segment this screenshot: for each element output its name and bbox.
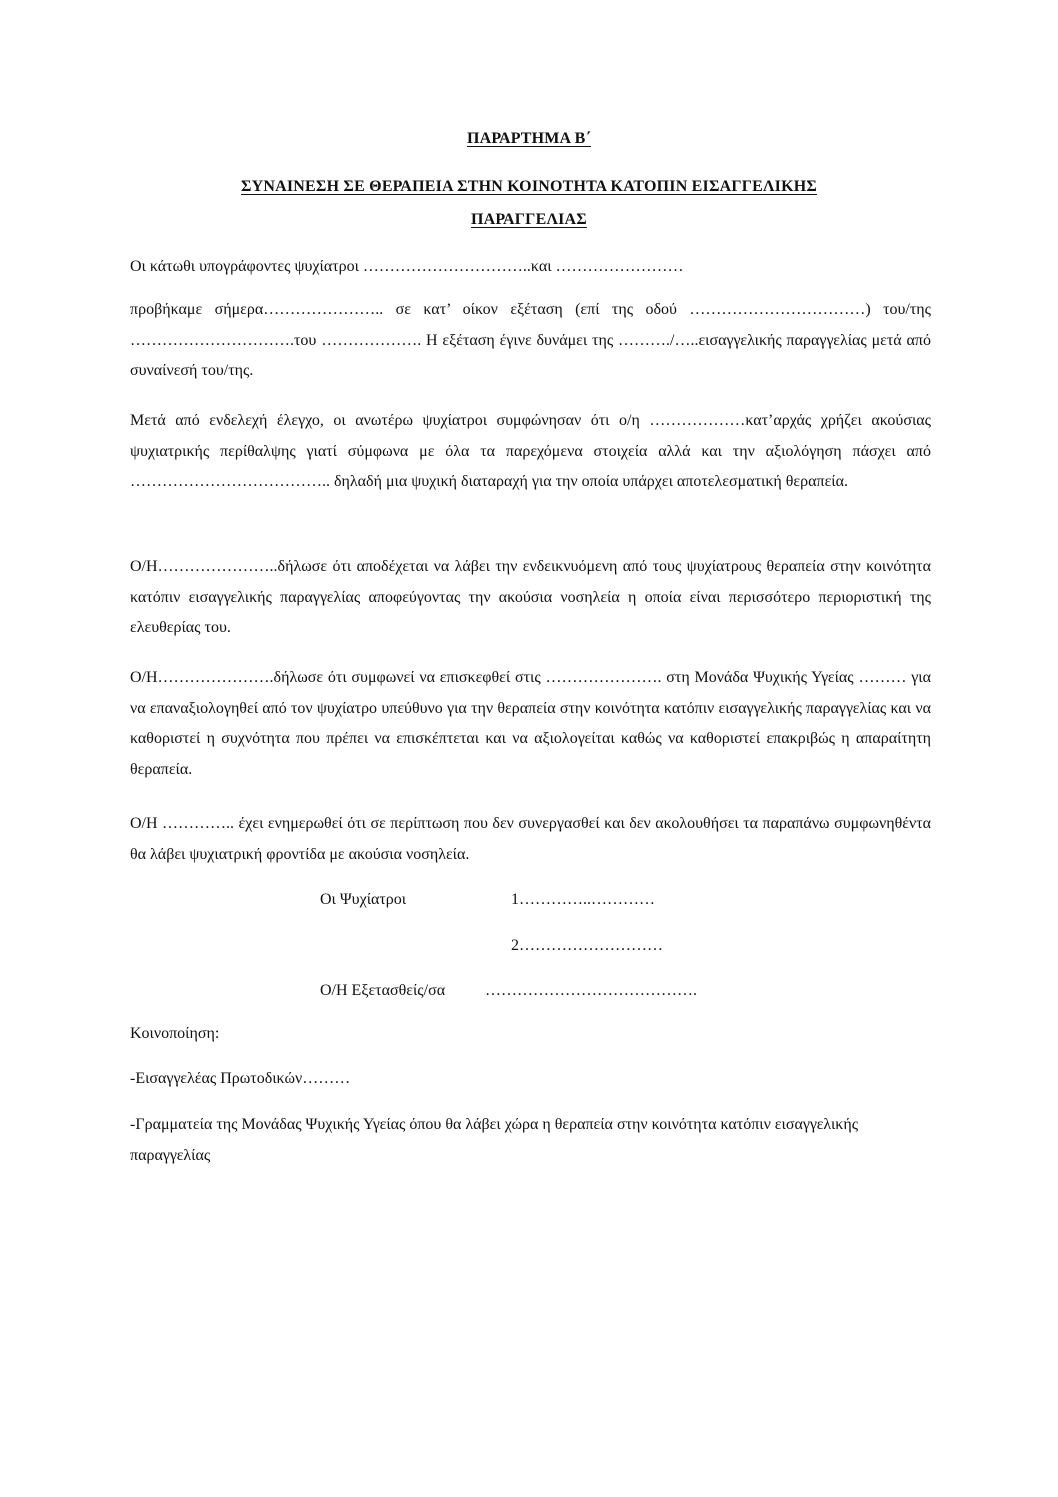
examinee-label: Ο/Η Εξετασθείς/σα [320,982,446,999]
psychiatrist-1-signature-line: 1…………..………… [511,891,655,908]
paragraph-examination: προβήκαμε σήμερα………………….. σε κατ’ οίκον εξέταση (επί της οδού ……………………………) του/της ………………………….του ………………. Η εξέταση έγινε δυνάμει της ………./…..εισαγγελικής παραγγελίας μετά από συναίνεσή του/της. [130,301,931,379]
document-heading-line2: ΠΑΡΑΓΓΕΛΙΑΣ [471,211,587,228]
paragraph-consent: Ο/Η…………………..δήλωσε ότι αποδέχεται να λάβει την ενδεικνυόμενη από τους ψυχίατρους θεραπεία στην κοινότητα κατόπιν εισαγγελικής παραγγελίας αποφεύγοντας την ακούσια νοσηλεία η οποία είναι περισσότερο περιοριστική της ελευθερίας του. [130,558,931,636]
psychiatrist-2-signature-line: 2……………………… [511,937,663,954]
distribution-item-prosecutor: -Εισαγγελέας Πρωτοδικών……… [130,1070,351,1087]
distribution-item-secretariat: -Γραμματεία της Μονάδας Ψυχικής Υγείας όπου θα λάβει χώρα η θεραπεία στην κοινότητα κατόπιν εισαγγελικής παραγγελίας [130,1116,859,1164]
psychiatrists-label: Οι Ψυχίατροι [320,891,407,908]
document-heading-line1: ΣΥΝΑΙΝΕΣΗ ΣΕ ΘΕΡΑΠΕΙΑ ΣΤΗΝ ΚΟΙΝΟΤΗΤΑ ΚΑΤΟΠΙΝ ΕΙΣΑΓΓΕΛΙΚΗΣ [240,178,818,195]
paragraph-psychiatrists: Οι κάτωθι υπογράφοντες ψυχίατροι …………………………..και …………………… [130,258,684,275]
examinee-signature-line: …………………………………. [485,982,697,999]
annex-title: ΠΑΡΑΡΤΗΜΑ Β΄ [466,130,592,147]
paragraph-follow-up: Ο/Η………………….δήλωσε ότι συμφωνεί να επισκεφθεί στις …………………. στη Μονάδα Ψυχικής Υγείας ……… για να επαναξιολογηθεί από τον ψυχίατρο υπεύθυνο για την θεραπεία στην κοινότητα κατόπιν εισαγγελικής παραγγελίας και να καθοριστεί η συχνότητα που πρέπει να επισκέπτεται και να αξιολογείται καθώς να καθοριστεί επακριβώς η απαραίτητη θεραπεία. [130,669,931,778]
paragraph-warning: Ο/Η ………….. έχει ενημερωθεί ότι σε περίπτωση που δεν συνεργασθεί και δεν ακολουθήσει τα παραπάνω συμφωνηθέντα θα λάβει ψυχιατρική φροντίδα με ακούσια νοσηλεία. [130,815,931,863]
distribution-label: Κοινοποίηση: [130,1025,220,1042]
paragraph-assessment: Μετά από ενδελεχή έλεγχο, οι ανωτέρω ψυχίατροι συμφώνησαν ότι ο/η ………………κατ’αρχάς χρήζει ακούσιας ψυχιατρικής περίθαλψης γιατί σύμφωνα με όλα τα παρεχόμενα στοιχεία αλλά και την αξιολόγηση πάσχει από ……………………………….. δηλαδή μια ψυχική διαταραχή για την οποία υπάρχει αποτελεσματική θεραπεία. [130,412,931,490]
